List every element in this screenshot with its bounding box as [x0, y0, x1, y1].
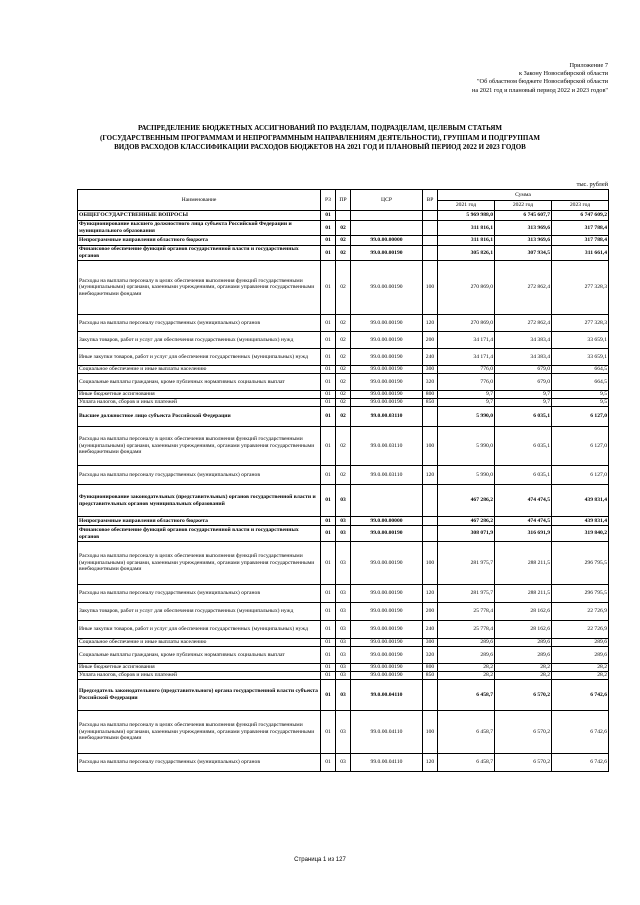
- cell-pr: 03: [336, 672, 351, 680]
- cell-rz: 01: [321, 466, 336, 485]
- cell-pr: 03: [336, 711, 351, 754]
- table-row: [78, 332, 609, 349]
- table-row: [78, 542, 609, 585]
- cell-name: Иные закупки товаров, работ и услуг для обеспечения государственных (муниципальных) нужд: [78, 621, 321, 639]
- cell-2022: 679,0: [495, 366, 552, 374]
- cell-pr: 02: [336, 399, 351, 407]
- cell-2021: 311 816,1: [438, 221, 495, 236]
- cell-pr: 02: [336, 407, 351, 427]
- cell-pr: 02: [336, 261, 351, 315]
- title-line-2: (ГОСУДАРСТВЕННЫМ ПРОГРАММАМ И НЕПРОГРАММНЫМ НАПРАВЛЕНИЯМ ДЕЯТЕЛЬНОСТИ), ГРУППАМ И ПОДГРУППАМ: [100, 133, 540, 142]
- cell-csr: 99.0.00.00190: [351, 246, 423, 261]
- cell-name: Расходы на выплаты персоналу в целях обеспечения выполнения функций государственными (муниципальными) органами, казенными учреждениями, органами управления государственными внебюджетными фондами: [78, 542, 321, 585]
- table-row: [78, 261, 609, 315]
- cell-name: Председатель законодательного (представительного) органа государственной власти субъекта Российской Федерации: [78, 680, 321, 711]
- cell-rz: 01: [321, 332, 336, 349]
- cell-pr: 03: [336, 526, 351, 542]
- cell-2022: 6 570,2: [495, 711, 552, 754]
- cell-name: Социальное обеспечение и иные выплаты населению: [78, 639, 321, 647]
- cell-2022: 288 211,5: [495, 585, 552, 603]
- cell-2022: 34 383,4: [495, 332, 552, 349]
- cell-name: Закупка товаров, работ и услуг для обеспечения государственных (муниципальных) нужд: [78, 603, 321, 621]
- cell-2021: 28,2: [438, 664, 495, 672]
- cell-name: Социальные выплаты гражданам, кроме публичных нормативных социальных выплат: [78, 647, 321, 664]
- cell-2021: 467 286,2: [438, 517, 495, 526]
- cell-rz: 01: [321, 374, 336, 391]
- cell-pr: 02: [336, 315, 351, 332]
- cell-csr: 99.0.00.04110: [351, 754, 423, 772]
- cell-rz: 01: [321, 407, 336, 427]
- cell-vr: [423, 407, 438, 427]
- cell-2022: 6 570,2: [495, 754, 552, 772]
- cell-vr: [423, 485, 438, 517]
- cell-pr: 03: [336, 647, 351, 664]
- table-row: [78, 711, 609, 754]
- cell-name: Иные бюджетные ассигнования: [78, 391, 321, 399]
- cell-name: Иные бюджетные ассигнования: [78, 664, 321, 672]
- cell-vr: 100: [423, 542, 438, 585]
- table-row: [78, 427, 609, 466]
- cell-csr: 99.0.00.00190: [351, 315, 423, 332]
- cell-vr: [423, 246, 438, 261]
- title-line-1: РАСПРЕДЕЛЕНИЕ БЮДЖЕТНЫХ АССИГНОВАНИЙ ПО РАЗДЕЛАМ, ПОДРАЗДЕЛАМ, ЦЕЛЕВЫМ СТАТЬЯМ: [137, 124, 503, 132]
- cell-name: Расходы на выплаты персоналу государственных (муниципальных) органов: [78, 466, 321, 485]
- cell-pr: 03: [336, 517, 351, 526]
- cell-pr: 02: [336, 349, 351, 366]
- cell-name: Непрограммные направления областного бюджета: [78, 517, 321, 526]
- cell-rz: 01: [321, 399, 336, 407]
- cell-csr: [351, 211, 423, 221]
- cell-pr: 03: [336, 664, 351, 672]
- cell-pr: 03: [336, 542, 351, 585]
- header-row: [78, 190, 609, 201]
- appendix-line-1: Приложение 7: [569, 62, 608, 69]
- table-body: [78, 211, 609, 772]
- cell-name: Уплата налогов, сборов и иных платежей: [78, 399, 321, 407]
- cell-2023: 9,5: [552, 399, 609, 407]
- table-row: [78, 399, 609, 407]
- cell-2022: 6 035,1: [495, 466, 552, 485]
- header-pr: ПР: [336, 190, 351, 211]
- cell-vr: 320: [423, 647, 438, 664]
- cell-rz: 01: [321, 485, 336, 517]
- table-row: [78, 391, 609, 399]
- cell-2021: 308 071,9: [438, 526, 495, 542]
- table-row: [78, 517, 609, 526]
- cell-2021: 6 458,7: [438, 711, 495, 754]
- cell-2021: 270 869,0: [438, 261, 495, 315]
- cell-2022: 28,2: [495, 672, 552, 680]
- cell-pr: 03: [336, 754, 351, 772]
- cell-2023: 6 127,0: [552, 407, 609, 427]
- table-row: [78, 639, 609, 647]
- cell-2023: 22 726,9: [552, 621, 609, 639]
- cell-2022: 6 570,2: [495, 680, 552, 711]
- cell-name: Расходы на выплаты персоналу в целях обеспечения выполнения функций государственными (муниципальными) органами, казенными учреждениями, органами управления государственными внебюджетными фондами: [78, 711, 321, 754]
- cell-2022: 474 474,5: [495, 517, 552, 526]
- cell-vr: [423, 221, 438, 236]
- cell-name: Высшее должностное лицо субъекта Российской Федерации: [78, 407, 321, 427]
- cell-2022: 288 211,5: [495, 542, 552, 585]
- cell-name: Непрограммные направления областного бюджета: [78, 236, 321, 246]
- cell-rz: 01: [321, 315, 336, 332]
- table-row: [78, 672, 609, 680]
- cell-2021: 34 171,4: [438, 349, 495, 366]
- cell-2023: 317 788,4: [552, 221, 609, 236]
- cell-2022: 6 035,1: [495, 407, 552, 427]
- table-row: [78, 585, 609, 603]
- cell-vr: 120: [423, 585, 438, 603]
- table-row: [78, 221, 609, 236]
- cell-pr: 02: [336, 427, 351, 466]
- cell-rz: 01: [321, 621, 336, 639]
- cell-csr: 99.0.00.04110: [351, 711, 423, 754]
- cell-vr: 800: [423, 391, 438, 399]
- cell-rz: 01: [321, 349, 336, 366]
- header-year-2023: 2023 год: [552, 201, 609, 211]
- cell-2021: 6 458,7: [438, 754, 495, 772]
- cell-vr: 120: [423, 754, 438, 772]
- cell-csr: 99.0.00.03110: [351, 466, 423, 485]
- cell-2023: 33 659,1: [552, 332, 609, 349]
- cell-rz: 01: [321, 211, 336, 221]
- cell-csr: 99.0.00.00190: [351, 349, 423, 366]
- cell-csr: [351, 221, 423, 236]
- cell-csr: 99.0.00.04110: [351, 680, 423, 711]
- cell-2023: 439 831,4: [552, 517, 609, 526]
- cell-pr: 03: [336, 639, 351, 647]
- cell-2023: 311 661,4: [552, 246, 609, 261]
- cell-name: Расходы на выплаты персоналу в целях обеспечения выполнения функций государственными (муниципальными) органами, казенными учреждениями, органами управления государственными внебюджетными фондами: [78, 261, 321, 315]
- cell-2021: 25 778,4: [438, 603, 495, 621]
- cell-2022: 9,7: [495, 391, 552, 399]
- cell-2021: 289,6: [438, 639, 495, 647]
- table-row: [78, 754, 609, 772]
- cell-rz: 01: [321, 427, 336, 466]
- cell-name: Функционирование высшего должностного лица субъекта Российской Федерации и муниципального образования: [78, 221, 321, 236]
- cell-csr: 99.0.00.00000: [351, 517, 423, 526]
- cell-2023: 664,5: [552, 366, 609, 374]
- cell-2021: 281 975,7: [438, 542, 495, 585]
- cell-vr: 850: [423, 399, 438, 407]
- cell-2023: 289,6: [552, 639, 609, 647]
- cell-vr: 100: [423, 261, 438, 315]
- cell-name: Функционирование законодательных (представительных) органов государственной власти и представительных органов муниципальных образований: [78, 485, 321, 517]
- cell-pr: 03: [336, 680, 351, 711]
- cell-2022: 28 162,6: [495, 621, 552, 639]
- cell-2022: 9,7: [495, 399, 552, 407]
- cell-name: Расходы на выплаты персоналу в целях обеспечения выполнения функций государственными (муниципальными) органами, казенными учреждениями, органами управления государственными внебюджетными фондами: [78, 427, 321, 466]
- cell-2023: 28,2: [552, 664, 609, 672]
- cell-rz: 01: [321, 517, 336, 526]
- cell-name: Социальные выплаты гражданам, кроме публичных нормативных социальных выплат: [78, 374, 321, 391]
- table-row: [78, 315, 609, 332]
- cell-name: Финансовое обеспечение функций органов государственной власти и государственных органов: [78, 246, 321, 261]
- cell-2023: 6 127,0: [552, 427, 609, 466]
- table-row: [78, 603, 609, 621]
- document-title: [60, 124, 580, 153]
- cell-vr: 120: [423, 315, 438, 332]
- cell-vr: 200: [423, 332, 438, 349]
- cell-2023: 6 747 609,2: [552, 211, 609, 221]
- table-row: [78, 485, 609, 517]
- cell-2021: 9,7: [438, 391, 495, 399]
- cell-rz: 01: [321, 672, 336, 680]
- cell-2021: 5 969 988,0: [438, 211, 495, 221]
- cell-2023: 289,6: [552, 647, 609, 664]
- cell-csr: 99.0.00.00190: [351, 621, 423, 639]
- cell-name: Уплата налогов, сборов и иных платежей: [78, 672, 321, 680]
- table-row: [78, 407, 609, 427]
- header-year-2022: 2022 год: [495, 201, 552, 211]
- header-name: Наименование: [78, 190, 321, 211]
- cell-rz: 01: [321, 603, 336, 621]
- cell-csr: 99.0.00.00190: [351, 542, 423, 585]
- cell-2022: 6 035,1: [495, 427, 552, 466]
- cell-pr: 02: [336, 246, 351, 261]
- cell-2023: 33 659,1: [552, 349, 609, 366]
- cell-pr: 02: [336, 332, 351, 349]
- cell-2021: 281 975,7: [438, 585, 495, 603]
- cell-2023: 664,5: [552, 374, 609, 391]
- header-csr: ЦСР: [351, 190, 423, 211]
- cell-vr: [423, 680, 438, 711]
- appendix-line-2: к Закону Новосибирской области: [518, 70, 608, 78]
- cell-pr: 02: [336, 374, 351, 391]
- cell-rz: 01: [321, 526, 336, 542]
- table-row: [78, 366, 609, 374]
- cell-rz: 01: [321, 680, 336, 711]
- cell-vr: 200: [423, 603, 438, 621]
- cell-pr: [336, 211, 351, 221]
- cell-2023: 6 742,6: [552, 754, 609, 772]
- table-row: [78, 680, 609, 711]
- cell-2022: 679,0: [495, 374, 552, 391]
- cell-2023: 9,5: [552, 391, 609, 399]
- header-rz: РЗ: [321, 190, 336, 211]
- cell-csr: 99.0.00.00190: [351, 332, 423, 349]
- cell-2023: 277 328,3: [552, 261, 609, 315]
- cell-2021: 305 826,1: [438, 246, 495, 261]
- cell-pr: 02: [336, 366, 351, 374]
- cell-rz: 01: [321, 639, 336, 647]
- cell-rz: 01: [321, 664, 336, 672]
- cell-vr: 100: [423, 711, 438, 754]
- cell-2021: 5 990,0: [438, 407, 495, 427]
- table-row: [78, 647, 609, 664]
- appendix-line-4: на 2021 год и плановый период 2022 и 2023 годов": [472, 86, 608, 94]
- appendix-block: [308, 62, 608, 95]
- cell-vr: 100: [423, 427, 438, 466]
- table-row: [78, 621, 609, 639]
- cell-pr: 02: [336, 221, 351, 236]
- cell-vr: 240: [423, 621, 438, 639]
- title-line-3: ВИДОВ РАСХОДОВ КЛАССИФИКАЦИИ РАСХОДОВ БЮДЖЕТОВ НА 2021 ГОД И ПЛАНОВЫЙ ПЕРИОД 2022 И 2023 ГОДОВ: [114, 143, 526, 151]
- header-year-2021: 2021 год: [438, 201, 495, 211]
- cell-2023: 296 795,5: [552, 542, 609, 585]
- cell-vr: [423, 517, 438, 526]
- cell-2022: 6 745 607,7: [495, 211, 552, 221]
- cell-pr: 02: [336, 391, 351, 399]
- cell-csr: 99.0.00.00190: [351, 399, 423, 407]
- cell-2021: 776,0: [438, 366, 495, 374]
- cell-rz: 01: [321, 221, 336, 236]
- cell-name: Расходы на выплаты персоналу государственных (муниципальных) органов: [78, 315, 321, 332]
- appendix-line-3: "Об областном бюджете Новосибирской области: [476, 78, 608, 86]
- cell-csr: 99.0.00.00190: [351, 639, 423, 647]
- cell-csr: 99.0.00.00190: [351, 585, 423, 603]
- cell-2021: 9,7: [438, 399, 495, 407]
- cell-vr: 800: [423, 664, 438, 672]
- cell-pr: 02: [336, 466, 351, 485]
- table-row: [78, 349, 609, 366]
- cell-pr: 03: [336, 585, 351, 603]
- table-row: [78, 664, 609, 672]
- cell-vr: 300: [423, 366, 438, 374]
- cell-2022: 289,6: [495, 639, 552, 647]
- cell-name: Расходы на выплаты персоналу государственных (муниципальных) органов: [78, 754, 321, 772]
- table-row: [78, 246, 609, 261]
- cell-2022: 28 162,6: [495, 603, 552, 621]
- units-label: тыс. рублей: [576, 181, 608, 188]
- cell-2021: 28,2: [438, 672, 495, 680]
- cell-name: Финансовое обеспечение функций органов государственной власти и государственных органов: [78, 526, 321, 542]
- cell-rz: 01: [321, 647, 336, 664]
- cell-csr: 99.0.00.00190: [351, 603, 423, 621]
- cell-csr: 99.0.00.00190: [351, 526, 423, 542]
- cell-rz: 01: [321, 246, 336, 261]
- cell-name: Закупка товаров, работ и услуг для обеспечения государственных (муниципальных) нужд: [78, 332, 321, 349]
- cell-2023: 317 788,4: [552, 236, 609, 246]
- cell-csr: 99.0.00.00000: [351, 236, 423, 246]
- cell-name: Расходы на выплаты персоналу государственных (муниципальных) органов: [78, 585, 321, 603]
- budget-table: [77, 189, 609, 772]
- cell-2023: 319 840,2: [552, 526, 609, 542]
- cell-2021: 6 458,7: [438, 680, 495, 711]
- cell-rz: 01: [321, 366, 336, 374]
- cell-rz: 01: [321, 711, 336, 754]
- header-sum: Сумма: [438, 190, 609, 201]
- header-vr: ВР: [423, 190, 438, 211]
- cell-rz: 01: [321, 391, 336, 399]
- cell-pr: 03: [336, 603, 351, 621]
- cell-2023: 28,2: [552, 672, 609, 680]
- table-row: [78, 466, 609, 485]
- cell-csr: 99.0.00.00190: [351, 366, 423, 374]
- cell-csr: 99.0.00.00190: [351, 664, 423, 672]
- cell-2022: 289,6: [495, 647, 552, 664]
- cell-2023: 6 742,6: [552, 680, 609, 711]
- cell-2022: 474 474,5: [495, 485, 552, 517]
- cell-pr: 03: [336, 621, 351, 639]
- cell-rz: 01: [321, 261, 336, 315]
- cell-vr: [423, 526, 438, 542]
- cell-csr: [351, 485, 423, 517]
- cell-pr: 02: [336, 236, 351, 246]
- cell-rz: 01: [321, 585, 336, 603]
- cell-csr: 99.0.00.03110: [351, 427, 423, 466]
- cell-vr: 120: [423, 466, 438, 485]
- table-row: [78, 211, 609, 221]
- cell-2023: 277 328,3: [552, 315, 609, 332]
- cell-2022: 28,2: [495, 664, 552, 672]
- cell-2022: 307 934,5: [495, 246, 552, 261]
- cell-name: Социальное обеспечение и иные выплаты населению: [78, 366, 321, 374]
- cell-2021: 467 286,2: [438, 485, 495, 517]
- cell-csr: 99.0.00.03110: [351, 407, 423, 427]
- cell-rz: 01: [321, 754, 336, 772]
- cell-vr: [423, 236, 438, 246]
- cell-2021: 5 990,0: [438, 427, 495, 466]
- cell-2022: 34 383,4: [495, 349, 552, 366]
- cell-2021: 776,0: [438, 374, 495, 391]
- cell-csr: 99.0.00.00190: [351, 261, 423, 315]
- cell-2021: 25 778,4: [438, 621, 495, 639]
- cell-vr: 240: [423, 349, 438, 366]
- table-row: [78, 236, 609, 246]
- cell-csr: 99.0.00.00190: [351, 647, 423, 664]
- cell-vr: [423, 211, 438, 221]
- cell-2022: 316 691,9: [495, 526, 552, 542]
- cell-2023: 296 795,5: [552, 585, 609, 603]
- page-footer: Страница 1 из 127: [294, 857, 346, 863]
- cell-2023: 439 831,4: [552, 485, 609, 517]
- cell-vr: 850: [423, 672, 438, 680]
- cell-2021: 34 171,4: [438, 332, 495, 349]
- cell-name: Иные закупки товаров, работ и услуг для обеспечения государственных (муниципальных) нужд: [78, 349, 321, 366]
- table-row: [78, 374, 609, 391]
- cell-2022: 272 862,4: [495, 261, 552, 315]
- cell-2021: 5 990,0: [438, 466, 495, 485]
- cell-2021: 270 869,0: [438, 315, 495, 332]
- cell-rz: 01: [321, 236, 336, 246]
- cell-2023: 6 127,0: [552, 466, 609, 485]
- cell-2023: 22 726,9: [552, 603, 609, 621]
- cell-csr: 99.0.00.00190: [351, 391, 423, 399]
- cell-pr: 03: [336, 485, 351, 517]
- cell-name: ОБЩЕГОСУДАРСТВЕННЫЕ ВОПРОСЫ: [78, 211, 321, 221]
- cell-2022: 313 969,6: [495, 221, 552, 236]
- cell-vr: 320: [423, 374, 438, 391]
- cell-2022: 313 969,6: [495, 236, 552, 246]
- cell-csr: 99.0.00.00190: [351, 672, 423, 680]
- cell-2023: 6 742,6: [552, 711, 609, 754]
- table-row: [78, 526, 609, 542]
- cell-2022: 272 862,4: [495, 315, 552, 332]
- cell-2021: 289,6: [438, 647, 495, 664]
- cell-rz: 01: [321, 542, 336, 585]
- cell-2021: 311 816,1: [438, 236, 495, 246]
- cell-vr: 300: [423, 639, 438, 647]
- cell-csr: 99.0.00.00190: [351, 374, 423, 391]
